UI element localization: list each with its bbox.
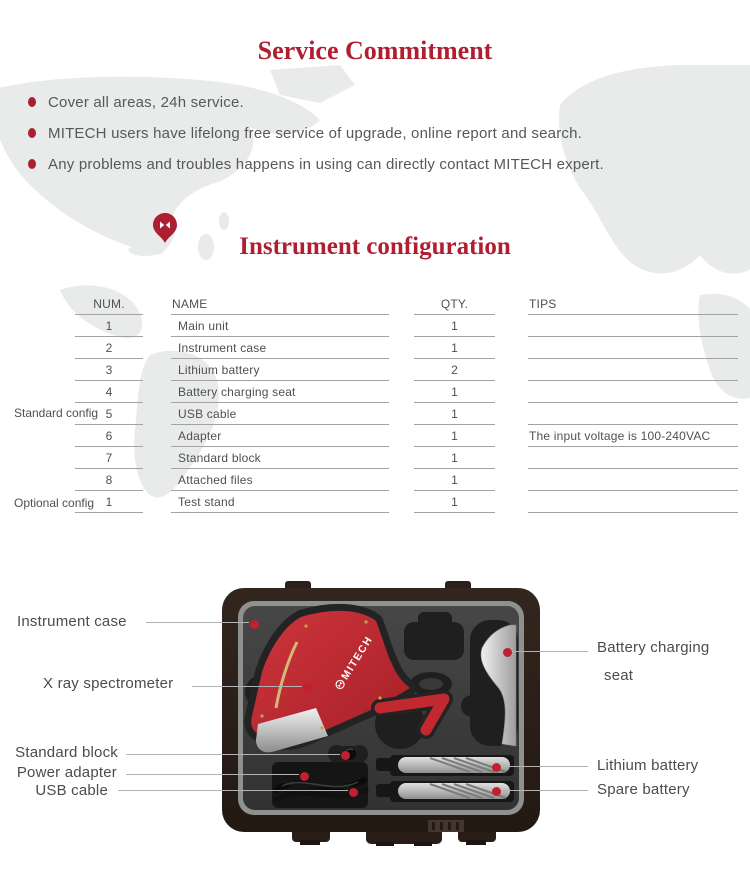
table-cell-tips: The input voltage is 100-240VAC — [528, 425, 738, 447]
table-cell-num: 1 — [75, 315, 143, 337]
label-lithium-battery: Lithium battery — [597, 757, 699, 774]
table-cell-tips — [528, 359, 738, 381]
callout-dot-x-ray — [303, 683, 312, 692]
table-cell-num: 8 — [75, 469, 143, 491]
instrument-configuration-title: Instrument configuration — [239, 233, 511, 260]
label-power-adapter: Power adapter — [16, 764, 117, 781]
table-cell-num: 7 — [75, 447, 143, 469]
table-cell-qty: 1 — [414, 403, 495, 425]
callout-dot-instrument-case — [250, 620, 259, 629]
bullet-item — [28, 94, 244, 111]
table-cell-qty: 1 — [414, 491, 495, 513]
label-x-ray-spectrometer: X ray spectrometer — [43, 675, 174, 692]
table-cell-tips — [528, 337, 738, 359]
table-cell-tips — [528, 447, 738, 469]
bullet-item — [28, 156, 604, 173]
table-cell-qty: 2 — [414, 359, 495, 381]
bullet-dot-icon — [28, 97, 36, 107]
leader-line-power-adapter — [126, 774, 299, 775]
callout-dot-power-adapter — [300, 772, 309, 781]
callout-dot-usb-cable — [349, 788, 358, 797]
bullet-text: MITECH users have lifelong free service of upgrade, online report and search. — [48, 125, 582, 142]
bullet-text: Any problems and troubles happens in using can directly contact MITECH expert. — [48, 156, 604, 173]
label-battery-charging: Battery charging — [597, 639, 710, 656]
table-cell-num: 2 — [75, 337, 143, 359]
gun-brand-text: MITECH — [339, 633, 376, 682]
column-header-tips: TIPS — [528, 293, 738, 315]
table-cell-num: 4 — [75, 381, 143, 403]
table-column-name — [171, 293, 389, 513]
callout-dot-spare-battery — [492, 787, 501, 796]
service-commitment-title: Service Commitment — [257, 36, 493, 65]
leader-line-instrument-case — [146, 622, 249, 623]
table-cell-tips — [528, 469, 738, 491]
table-cell-name: USB cable — [171, 403, 389, 425]
table-cell-name: Battery charging seat — [171, 381, 389, 403]
table-cell-tips — [528, 403, 738, 425]
table-cell-tips — [528, 381, 738, 403]
table-cell-name: Standard block — [171, 447, 389, 469]
column-header-name: NAME — [171, 293, 389, 315]
table-cell-name: Instrument case — [171, 337, 389, 359]
label-spare-battery: Spare battery — [597, 781, 690, 798]
label-battery-charging-seat: seat — [604, 667, 634, 684]
table-column-tips — [528, 293, 738, 513]
leader-line-usb-cable — [118, 790, 348, 791]
table-cell-num: 3 — [75, 359, 143, 381]
bullet-item — [28, 125, 582, 142]
table-cell-tips — [528, 315, 738, 337]
column-header-num: NUM. — [75, 293, 143, 315]
leader-line-spare-battery — [501, 790, 588, 791]
bullet-text: Cover all areas, 24h service. — [48, 94, 244, 111]
label-usb-cable: USB cable — [35, 782, 108, 799]
table-cell-name: Test stand — [171, 491, 389, 513]
group-label-optional-config: Optional config — [14, 496, 95, 510]
table-cell-num: 5 — [75, 403, 143, 425]
table-cell-qty: 1 — [414, 381, 495, 403]
table-cell-name: Main unit — [171, 315, 389, 337]
callout-dot-standard-block — [341, 751, 350, 760]
callout-dot-lithium-battery — [492, 763, 501, 772]
table-column-num — [75, 293, 143, 513]
table-cell-tips — [528, 491, 738, 513]
leader-line-standard-block — [126, 754, 340, 755]
leader-line-lithium-battery — [501, 766, 588, 767]
leader-line-x-ray — [192, 686, 302, 687]
table-cell-qty: 1 — [414, 315, 495, 337]
table-cell-qty: 1 — [414, 469, 495, 491]
table-column-qty — [414, 293, 495, 513]
table-cell-name: Attached files — [171, 469, 389, 491]
label-standard-block: Standard block — [15, 744, 118, 761]
table-cell-qty: 1 — [414, 447, 495, 469]
bullet-dot-icon — [28, 159, 36, 169]
instrument-case-photo — [215, 575, 555, 855]
group-label-standard-config: Standard config — [14, 406, 99, 420]
table-cell-name: Adapter — [171, 425, 389, 447]
label-instrument-case: Instrument case — [17, 613, 127, 630]
table-cell-num: 6 — [75, 425, 143, 447]
table-cell-name: Lithium battery — [171, 359, 389, 381]
table-cell-qty: 1 — [414, 425, 495, 447]
column-header-qty: QTY. — [414, 293, 495, 315]
table-cell-qty: 1 — [414, 337, 495, 359]
leader-line-battery-charging-seat — [512, 651, 588, 652]
callout-dot-battery-charging-seat — [503, 648, 512, 657]
bullet-dot-icon — [28, 128, 36, 138]
table-cell-num: 1 — [75, 491, 143, 513]
